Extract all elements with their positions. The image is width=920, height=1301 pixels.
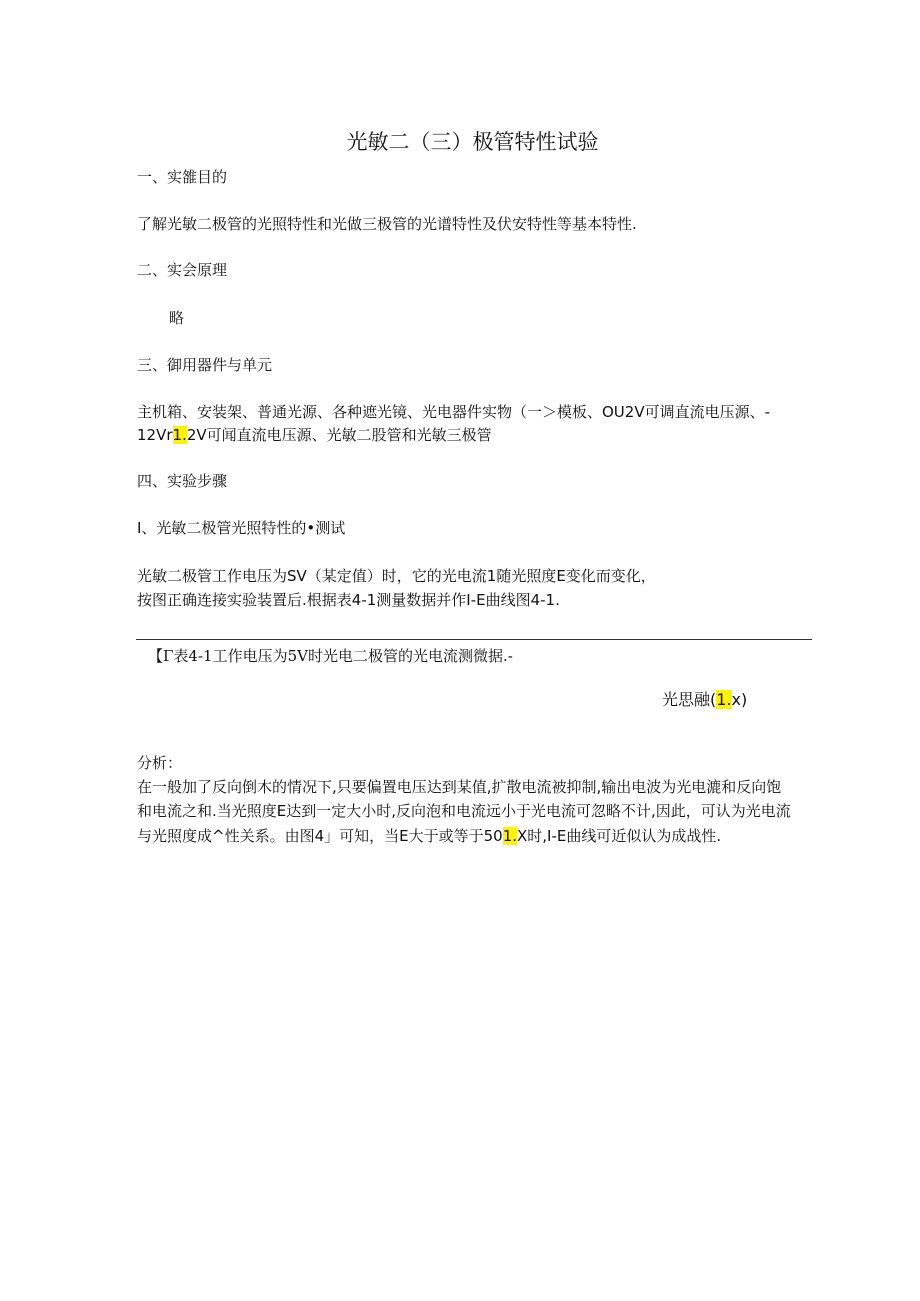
table-label-paren: ( (710, 690, 717, 709)
highlight-mark: 1. (502, 827, 517, 845)
highlight-mark: 1. (716, 690, 732, 709)
step-1-line-2: 按图正确连接实验装置后.根据表4-1测量数据并作I-E曲线图4-1. (137, 591, 560, 609)
table-caption: 【Γ表4-1工作电压为5V时光电二极管的光电流测微据.- (148, 647, 513, 665)
analysis-line-3-start: 与光照度成^性关系。由图4」可知，当E大于或等于50 (137, 827, 503, 845)
section-1-body: 了解光敏二极管的光照特性和光做三极管的光谱特性及伏安特性等基本特性. (137, 215, 637, 233)
horizontal-rule (136, 639, 812, 640)
step-1-heading: I、光敏二极管光照特性的•测试 (137, 519, 346, 537)
section-3-line-1: 主机箱、安装架、普通光源、各种遮光镜、光电器件实物（一＞模板、OU2V可调直流电压源、- (137, 403, 771, 421)
analysis-line-3 (137, 825, 721, 847)
table-column-label (662, 689, 747, 711)
section-2-heading: 二、实会原理 (137, 261, 228, 279)
section-3-line-2 (137, 424, 492, 446)
step-1-line-1: 光敏二极管工作电压为SV（某定值）时，它的光电流1随光照度E变化而变化， (137, 567, 656, 585)
table-label-unit: x) (731, 690, 748, 709)
highlight-mark: 1. (172, 426, 187, 444)
section-2-body: 略 (169, 309, 185, 327)
section-4-heading: 四、实验步骤 (137, 472, 228, 490)
analysis-line-1: 在一般加了反向倒木的情况下,只要偏置电压达到某值,扩散电流被抑制,输出电波为光电漉和反向饱 (137, 778, 782, 796)
analysis-heading: 分析： (137, 754, 183, 772)
section-3-line-2-start: 12Vr (137, 426, 173, 444)
section-3-line-2-end: 2V可闻直流电压源、光敏二股管和光敏三极管 (186, 426, 492, 444)
table-label-text: 光思融 (662, 690, 711, 709)
analysis-line-2: 和电流之和.当光照度E达到一定大小时,反向泡和电流远小于光电流可忽略不计,因此，可认为光电流 (137, 802, 791, 820)
section-1-heading: 一、实雒目的 (137, 168, 228, 186)
analysis-line-3-end: X时,I-E曲线可近似认为成战性. (517, 827, 722, 845)
section-3-heading: 三、御用器件与单元 (137, 356, 273, 374)
page-title: 光敏二（三）极管特性试验 (346, 130, 599, 154)
